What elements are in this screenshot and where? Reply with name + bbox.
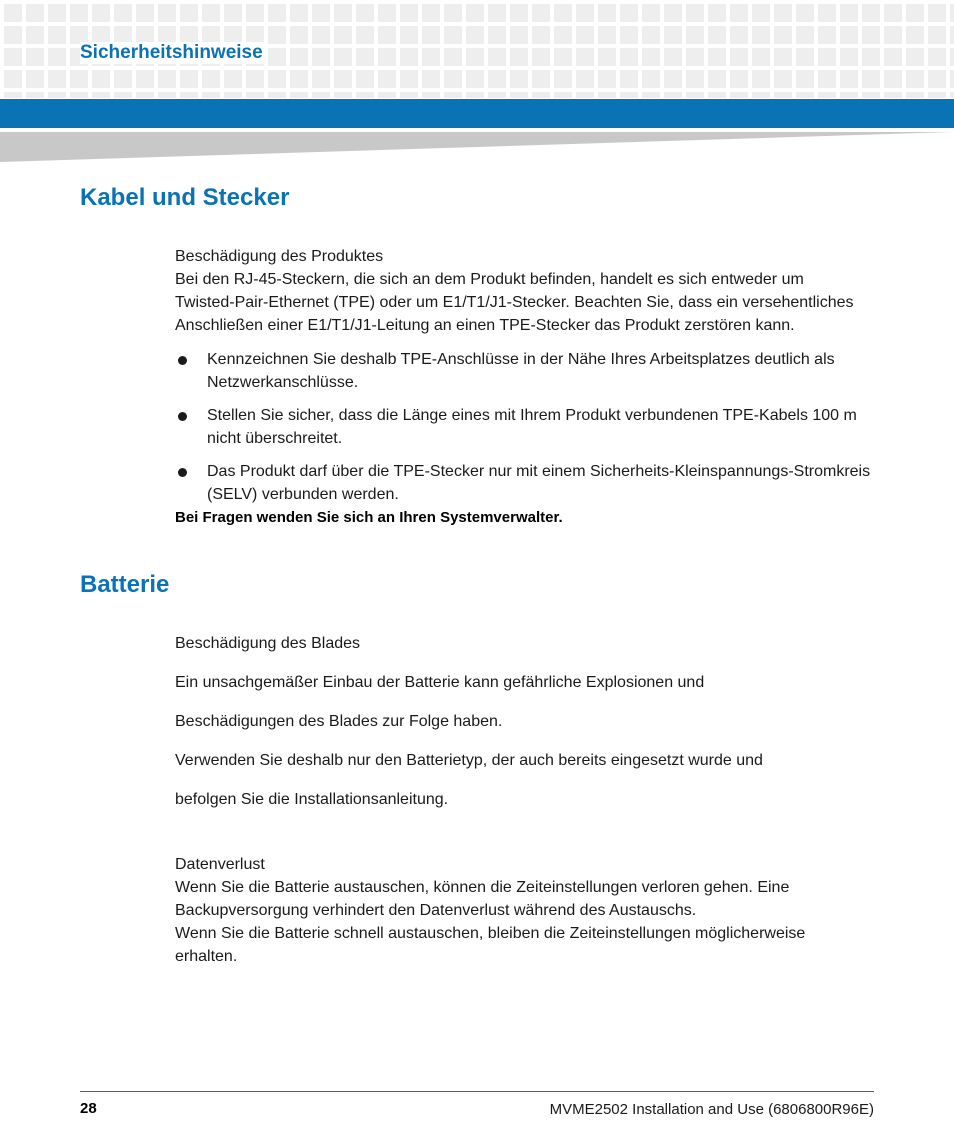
battery-paragraph: befolgen Sie die Installationsanleitung. — [175, 791, 449, 808]
list-item — [175, 348, 875, 394]
section-title-batterie: Batterie — [80, 571, 170, 598]
battery-paragraph: Beschädigungen des Blades zur Folge haben. — [175, 713, 503, 730]
page-number: 28 — [80, 1100, 97, 1117]
bullet-list-tpe — [175, 348, 875, 516]
notice-block-dataloss — [175, 853, 875, 968]
list-item — [175, 460, 875, 506]
list-item — [175, 404, 875, 450]
footer-divider — [80, 1091, 874, 1092]
bullet-icon — [178, 412, 187, 421]
battery-paragraph: Ein unsachgemäßer Einbau der Batterie kann gefährliche Explosionen und — [175, 674, 705, 691]
warning-line: Anschließen einer E1/T1/J1-Leitung an einen TPE-Stecker das Produkt zerstören kann. — [175, 317, 795, 334]
notice-line: Wenn Sie die Batterie austauschen, können die Zeiteinstellungen verloren gehen. Eine — [175, 879, 790, 896]
warning-line: Bei den RJ-45-Steckern, die sich an dem Produkt befinden, handelt es sich entweder um — [175, 271, 804, 288]
battery-paragraph: Verwenden Sie deshalb nur den Batterietyp, der auch bereits eingesetzt wurde und — [175, 752, 763, 769]
footer-document-title: MVME2502 Installation and Use (6806800R96E) — [549, 1101, 874, 1118]
notice-heading: Datenverlust — [175, 856, 265, 873]
contact-admin-note: Bei Fragen wenden Sie sich an Ihren Systemverwalter. — [175, 509, 563, 526]
bullet-icon — [178, 356, 187, 365]
bullet-icon — [178, 468, 187, 477]
chapter-header-title: Sicherheitshinweise — [80, 42, 267, 64]
header-gray-wedge — [0, 132, 954, 162]
section-title-kabel: Kabel und Stecker — [80, 184, 290, 211]
list-item-text: Kennzeichnen Sie deshalb TPE-Anschlüsse in der Nähe Ihres Arbeitsplatzes deutlich als Netzwerkanschlüsse. — [207, 351, 835, 391]
warning-heading-blades: Beschädigung des Blades — [175, 635, 361, 652]
list-item-text: Stellen Sie sicher, dass die Länge eines mit Ihrem Produkt verbundenen TPE-Kabels 100 m nicht überschreitet. — [207, 407, 857, 447]
notice-line: Backupversorgung verhindert den Datenverlust während des Austauschs. — [175, 902, 697, 919]
warning-block-product — [175, 245, 875, 337]
notice-line: Wenn Sie die Batterie schnell austauschen, bleiben die Zeiteinstellungen möglicherweise — [175, 925, 806, 942]
warning-line: Twisted-Pair-Ethernet (TPE) oder um E1/T1/J1-Stecker. Beachten Sie, dass ein versehentliches — [175, 294, 854, 311]
header-blue-band — [0, 99, 954, 128]
notice-line: erhalten. — [175, 948, 238, 965]
warning-heading: Beschädigung des Produktes — [175, 248, 384, 265]
list-item-text: Das Produkt darf über die TPE-Stecker nur mit einem Sicherheits-Kleinspannungs-Stromkreis (SELV) verbunden werden. — [207, 463, 871, 503]
